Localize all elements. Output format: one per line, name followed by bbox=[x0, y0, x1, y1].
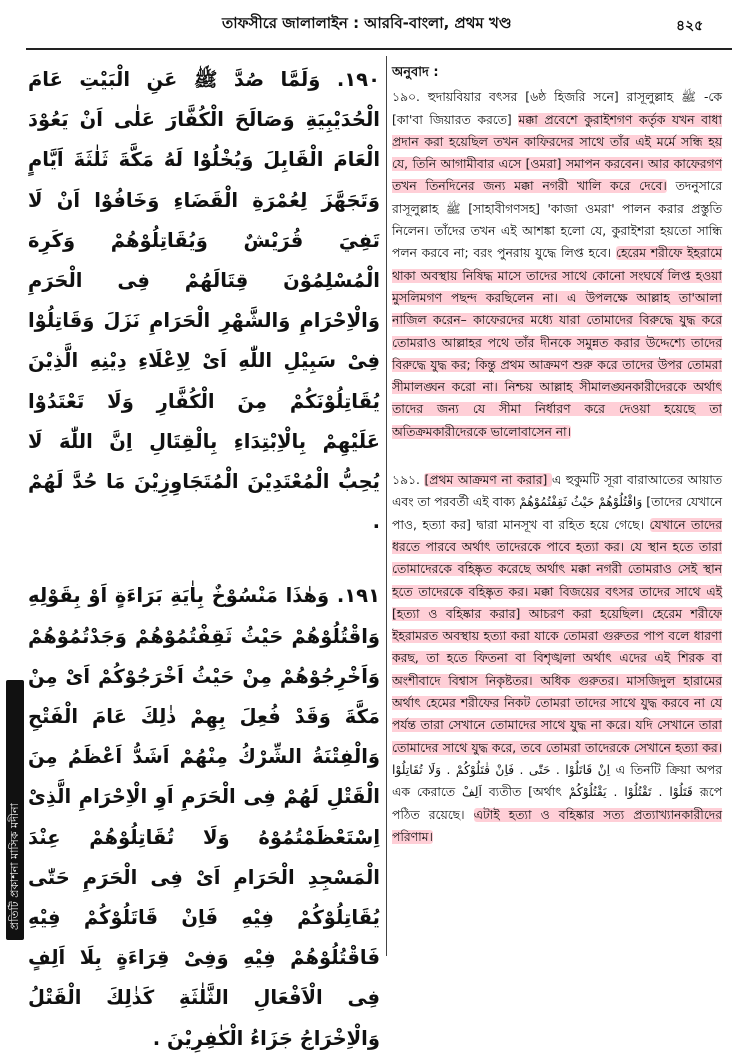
highlight-191-c: যেখানে তাদের ধরতে পারবে অর্থাৎ তাদেরকে পাবে হত্যা কর। যে স্থান হতে তারা তোমাদেরকে বহিষ্কৃত করেছে অর্থাৎ মক্কা নগরী তোমরাও সেই স্থান হতে তাদেরকে বহিষ্কৃত কর। মক্কা বিজয়ের বৎসর তাদের সাথে এই [হত্যা ও বহিষ্কার করার] আচরণ করা হয়েছিল। হেরেম শরীফে ইহরামরত অবস্থায় হত্যা করা যাকে তোমরা গুরুতর পাপ বলে ধারণা করছ, তা হতে ফিতনা বা বিশৃঙ্খলা অর্থাৎ এদের এই শিরক বা অংশীবাদে বিশ্বাস নিকৃষ্টতর। অধিক গুরুতর। মাসজিদুল হারামের অর্থাৎ হেমের শরীফের নিকট তোমরা তাদের সাথে যুদ্ধ করবে না যে পর্যন্ত তারা সেখানে তোমাদের সাথে যুদ্ধ না করে। যদি সেখানে তারা তোমাদের সাথে যুদ্ধ করে, তবে তোমরা তাদেরকে সেখানে হত্যা কর। bbox=[392, 517, 722, 755]
highlight-190-d: হেরেম শরীফে ইহরামে থাকা অবস্থায় নিষিদ্ধ মাসে তাদের সাথে কোনো সংঘর্ষে লিপ্ত হওয়া মুসলিমগণ পছন্দ করছিলেন না। এ উপলক্ষে আল্লাহ তা'আলা নাজিল করেন– কাফেরদের মধ্যে যারা তোমাদের বিরুদ্ধে যুদ্ধ করে তোমরাও আল্লাহর পথে তাঁর দীনকে সমুন্নত করার উদ্দেশ্যে তাদের বিরুদ্ধে যুদ্ধ কর; কিন্তু প্রথম আক্রমণ শুরু করে তাদের উপর তোমরা সীমালঙ্ঘন করো না। নিশ্চয় আল্লাহ সীমালঙ্ঘনকারীদেরকে অর্থাৎ তাদের জন্য যে সীমা নির্ধারণ করে দেওয়া হয়েছে তা অতিক্রমকারীদেরকে ভালোবাসেন না। bbox=[392, 246, 722, 439]
bengali-column bbox=[392, 62, 722, 848]
arabic-verse-191: ١٩١. وَهٰذَا مَنْسُوْخٌ بِاٰيَةِ بَرَاءَةٍ اَوْ بِقَوْلِهِ وَاقْتُلُوْهُمْ حَيْثُ ثَقِفْتُمُوْهُمْ وَجَدْتُمُوْهُمْ وَاَخْرِجُوْهُمْ مِنْ حَيْثُ اَخْرَجُوْكُمْ اَىْ مِنْ مَكَّةَ وَقَدْ فُعِلَ بِهِمْ ذٰلِكَ عَامَ الْفَتْحِ وَالْفِتْنَةُ الشِّرْكُ مِنْهُمْ اَشَدُّ اَعْظَمُ مِنَ الْقَتْلِ لَهُمْ فِى الْحَرَمِ اَوِ الْاِحْرَامِ الَّذِىْ اِسْتَعْظَمْتُمُوْهُ وَلَا تُقَاتِلُوْهُمْ عِنْدَ الْمَسْجِدِ الْحَرَامِ اَىْ فِى الْحَرَمِ حَتّٰى يُقَاتِلُوْكُمْ فِيْهِ فَاِنْ قَاتَلُوْكُمْ فِيْهِ فَاقْتُلُوْهُمْ فِيْهِ وَفِىْ قِرَاءَةٍ بِلَا اَلِفٍ فِى الْاَفْعَالِ الثَّلٰثَةِ كَذٰلِكَ الْقَتْلُ وَالْاِخْرَاجُ جَزَاءُ الْكٰفِرِيْنَ . bbox=[28, 584, 380, 1050]
page-number: ৪২৫ bbox=[676, 18, 704, 34]
translation-190-part-a: হুদায়বিয়ার বৎসর [৬ষ্ঠ হিজরি সনে] রাসূলুল্লাহ ﷺ -কে [কা'বা জিয়ারত করতে] bbox=[392, 90, 722, 127]
translation-190-part-c: তদনুসারে রাসূলুল্লাহ ﷺ [সাহাবীগণসহ] 'কাজা ওমরা' পালন করার প্রস্তুতি নিলেন। তাঁদের তখন এই আশঙ্কা হলো যে, কুরাইশরা হয়তো সান্ধি পলন করবে না; বরং পুনরায় যুদ্ধে লিপ্ত হবে। bbox=[392, 179, 722, 261]
arabic-column bbox=[28, 60, 380, 1059]
verse-number-190: ১৯০. bbox=[392, 90, 420, 105]
highlight-190-b: মক্কা প্রবেশে কুরাইশগণ কর্তৃক যখন বাধা প্রদান করা হয়েছিল তখন কাফিরদের সাথে তাঁর এই মর্মে সন্ধি হয় যে, তিনি আগামীবার এসে [ওমরা] সমাপন করবেন। আর কাফেরগণ তখন তিনদিনের জন্য মক্কা নগরী খালি করে দেবে। bbox=[392, 112, 722, 194]
translation-190 bbox=[392, 86, 722, 443]
column-divider bbox=[386, 56, 387, 956]
highlight-191-e: এটাই হত্যা ও বহিষ্কার সত্য প্রত্যাখ্যানকারীদের পরিণাম। bbox=[392, 807, 722, 844]
verse-number-191: ১৯১. bbox=[392, 473, 420, 488]
translation-191-part-b: এ হুকুমটি সূরা বারাআতের আয়াত এবং তা পরবর্তী এই বাক্য وَاقْتُلُوْهُمْ حَيْثُ ثَقِفْتُمُوْهُمْ [তাদের যেখানে পাও, হত্যা কর] দ্বারা মানসূখ বা রহিত হয়ে গেছে। bbox=[392, 473, 723, 532]
translation-191 bbox=[392, 469, 722, 848]
arabic-verse-190: ١٩٠. وَلَمَّا صُدَّ ﷺ عَنِ الْبَيْتِ عَامَ الْحُدَيْبِيَةِ وَصَالَحَ الْكُفَّارَ عَلٰى اَنْ يَعُوْدَ الْعَامَ الْقَابِلَ وَيُخْلُوْا لَهُ مَكَّةَ ثَلٰثَةَ اَيَّامٍ وَتَجَهَّزَ لِعُمْرَةِ الْقَضَاءِ وَخَافُوْا اَنْ لَا تَفِيَ قُرَيْشٌ وَيُقَاتِلُوْهُمْ وَكَرِهَ الْمُسْلِمُوْنَ قِتَالَهُمْ فِى الْحَرَمِ وَالْاِحْرَامِ وَالشَّهْرِ الْحَرَامِ نَزَلَ وَقَاتِلُوْا فِىْ سَبِيْلِ اللّٰهِ اَىْ لِاِعْلَاءِ دِيْنِهِ الَّذِيْنَ يُقَاتِلُوْنَكُمْ مِنَ الْكُفَّارِ وَلَا تَعْتَدُوْا عَلَيْهِمْ بِالْاِبْتِدَاءِ بِالْقِتَالِ اِنَّ اللّٰهَ لَا يُحِبُّ الْمُعْتَدِيْنَ الْمُتَجَاوِزِيْنَ مَا حُدَّ لَهُمْ . bbox=[28, 68, 380, 534]
highlight-191-a: [প্রথম আক্রমণ না করার] bbox=[424, 473, 552, 488]
translation-heading: অনুবাদ : bbox=[392, 65, 439, 80]
header-rule bbox=[26, 48, 732, 50]
translation-191-part-d: اِنْ قَاتَلُوْا . حَتّٰى . فَاِنْ قٰتَلُوْكُمْ . وَلَا تُقَاتِلُوْا এ তিনটি ক্রিয়া অপর এক কেরাতে اَلِفْ ব্যতীত [অর্থাৎ قَتَلُوْا . تَقْتُلُوْا . يَقْتُلُوْكُمْ রূপে পঠিত রয়েছে। bbox=[392, 762, 722, 822]
page-header bbox=[0, 0, 742, 54]
running-title: তাফসীরে জালালাইন : আরবি-বাংলা, প্রথম খণ্ড bbox=[222, 14, 512, 32]
margin-note bbox=[6, 912, 25, 930]
